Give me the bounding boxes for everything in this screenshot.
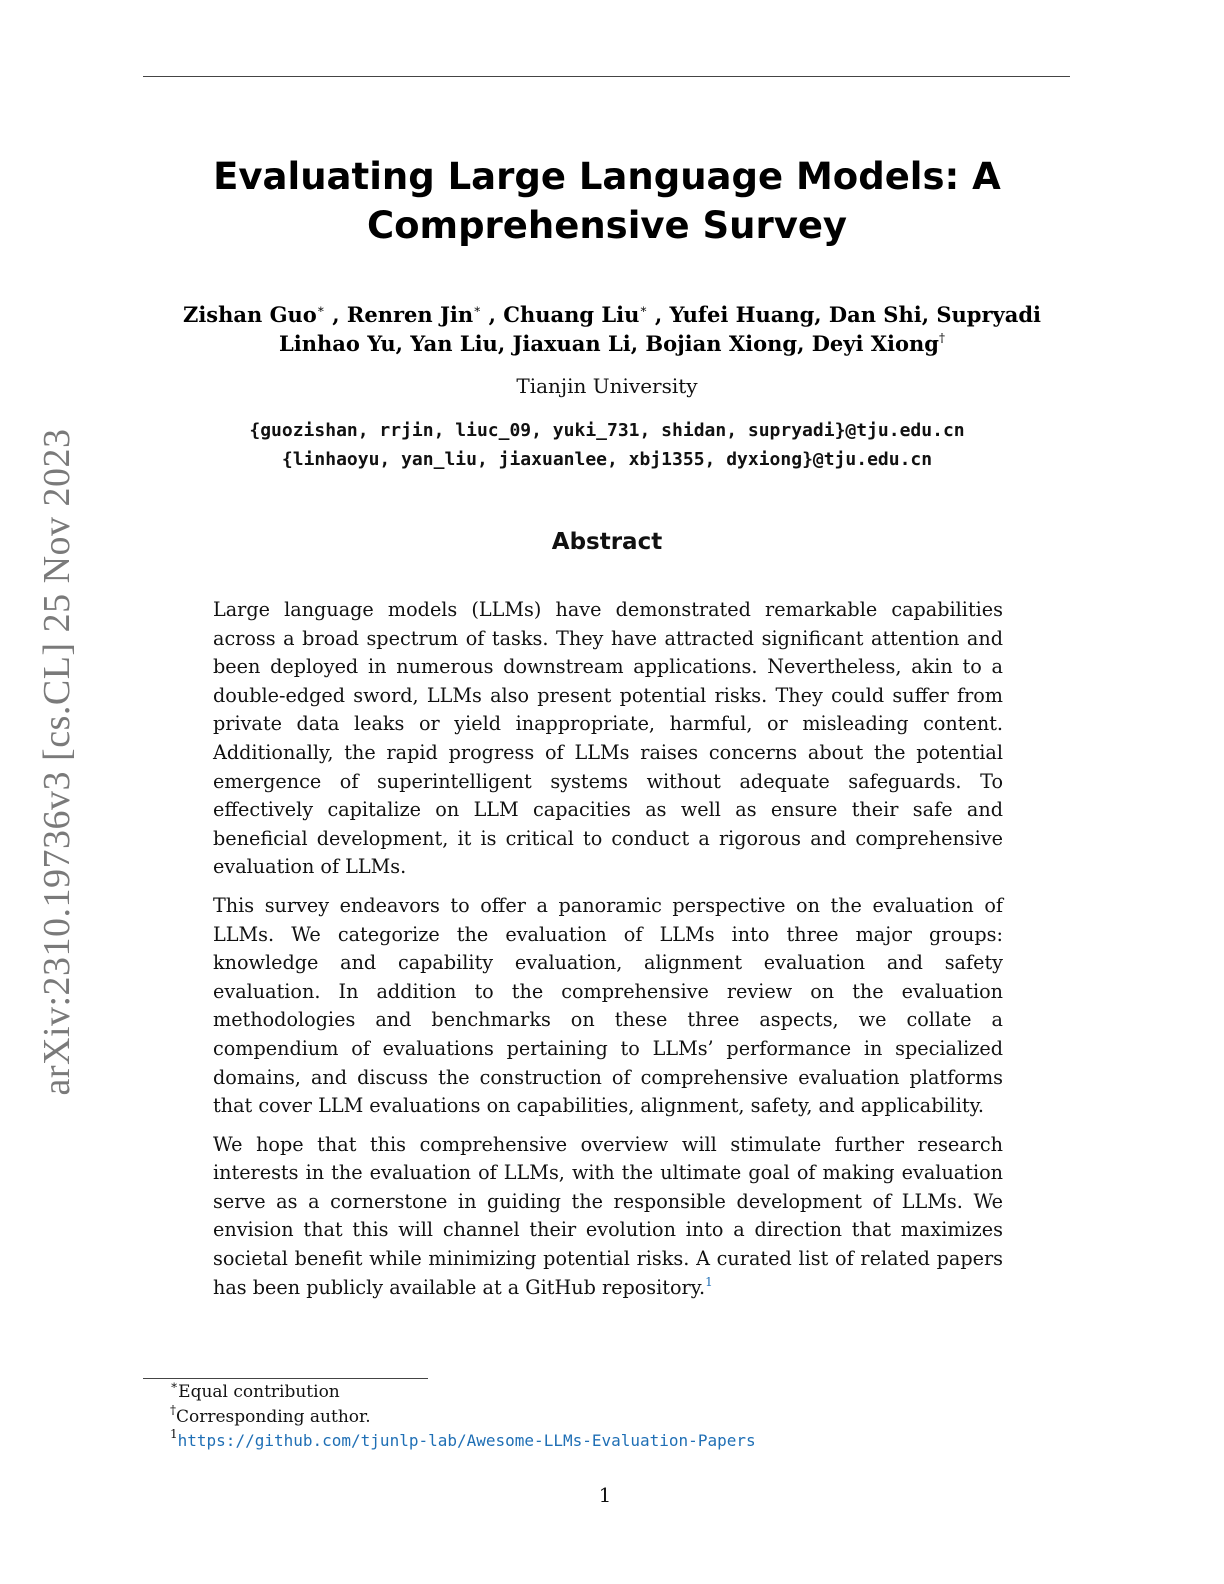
author-name: Deyi Xiong — [811, 331, 939, 356]
abstract-paragraph-1: Large language models (LLMs) have demonstrated remarkable capabilities across a broad spectrum of tasks. They have attracted significant attention and been deployed in numerous downstream applications. Nevertheless, akin to a double-edged sword, LLMs also present potential risks. They could suffer from private data leaks or yield inappropriate, harmful, or misleading content. Additionally, the rapid progress of LLMs raises concerns about the potential emergence of superintelligent systems without adequate safeguards. To effectively capitalize on LLM capacities as well as ensure their safe and beneficial development, it is critical to conduct a rigorous and comprehensive evaluation of LLMs. — [213, 598, 1003, 879]
footnotes — [170, 1380, 1030, 1454]
header-rule — [143, 76, 1070, 77]
author-name: Jiaxuan Li — [512, 331, 631, 356]
footnote-mark: † — [170, 1402, 176, 1417]
author-name: Dan Shi — [828, 302, 922, 327]
author-name: Supryadi — [936, 302, 1041, 327]
abstract-paragraph-3-text: We hope that this comprehensive overview will stimulate further research interests in the evaluation of LLMs, with the ultimate goal of making evaluation serve as a cornerstone in guiding the responsible development of LLMs. We envision that this will channel their evolution into a direction that maximizes societal benefit while minimizing potential risks. A curated list of related papers has been publicly available at a GitHub repository. — [213, 1132, 1003, 1299]
abstract-paragraph-2: This survey endeavors to offer a panoramic perspective on the evaluation of LLMs. We categorize the evaluation of LLMs into three major groups: knowledge and capability evaluation, alignment evaluation and safety evaluation. In addition to the comprehensive review on the evaluation methodologies and benchmarks on these three aspects, we collate a compendium of evaluations pertaining to LLMs’ performance in specialized domains, and discuss the construction of comprehensive evaluation platforms that cover LLM evaluations on capabilities, alignment, safety, and applicability. — [213, 893, 1003, 1118]
footnote-mark: ∗ — [170, 1378, 179, 1392]
affiliation: Tianjin University — [516, 374, 698, 398]
footnote-text: Equal contribution — [178, 1382, 340, 1402]
author-name: Bojian Xiong — [645, 331, 798, 356]
author-name: Yufei Huang — [669, 302, 815, 327]
github-url-link[interactable]: https://github.com/tjunlp-lab/Awesome-LLMs-Evaluation-Papers — [177, 1431, 756, 1450]
author-mark: † — [939, 331, 945, 345]
email-line-2: {linhaoyu, yan_liu, jiaxuanlee, xbj1355, dyxiong}@tju.edu.cn — [281, 449, 933, 470]
author-name: Renren Jin — [346, 302, 474, 327]
email-line-1: {guozishan, rrjin, liuc_09, yuki_731, shidan, supryadi}@tju.edu.cn — [249, 420, 965, 441]
footnote-rule — [143, 1378, 428, 1379]
author-emails — [150, 416, 1064, 474]
footnote-text: Corresponding author. — [176, 1406, 371, 1427]
paper-title-line-1: Evaluating Large Language Models: A — [213, 155, 1001, 198]
author-name: Linhao Yu — [279, 331, 396, 356]
author-mark: ∗ — [316, 302, 325, 316]
footnote-mark: 1 — [170, 1427, 178, 1441]
author-mark: ∗ — [473, 302, 482, 316]
author-mark: ∗ — [639, 302, 648, 316]
author-line-2: Linhao Yu, Yan Liu, Jiaxuan Li, Bojian Xiong, Deyi Xiong† — [279, 331, 945, 356]
footnote-corresponding-author — [170, 1402, 1030, 1430]
footnote-equal-contribution — [170, 1380, 1030, 1405]
paper-title-line-2: Comprehensive Survey — [366, 204, 848, 247]
author-name: Zishan Guo — [182, 302, 317, 327]
author-name: Chuang Liu — [503, 302, 640, 327]
author-line-1: Zishan Guo∗ , Renren Jin∗ , Chuang Liu∗ , Yufei Huang, Dan Shi, Supryadi — [182, 302, 1041, 327]
paper-title — [200, 152, 1014, 250]
footnote-ref-1[interactable]: 1 — [705, 1274, 713, 1289]
arxiv-identifier-stamp: arXiv:2310.19736v3 [cs.CL] 25 Nov 2023 — [36, 428, 78, 1096]
abstract-body — [213, 596, 1003, 1312]
footnote-github-link — [170, 1429, 1030, 1454]
abstract-paragraph-3 — [213, 1131, 1003, 1303]
author-name: Yan Liu — [410, 331, 498, 356]
page-number: 1 — [598, 1483, 612, 1507]
abstract-heading: Abstract — [551, 529, 663, 555]
author-list — [150, 300, 1074, 358]
